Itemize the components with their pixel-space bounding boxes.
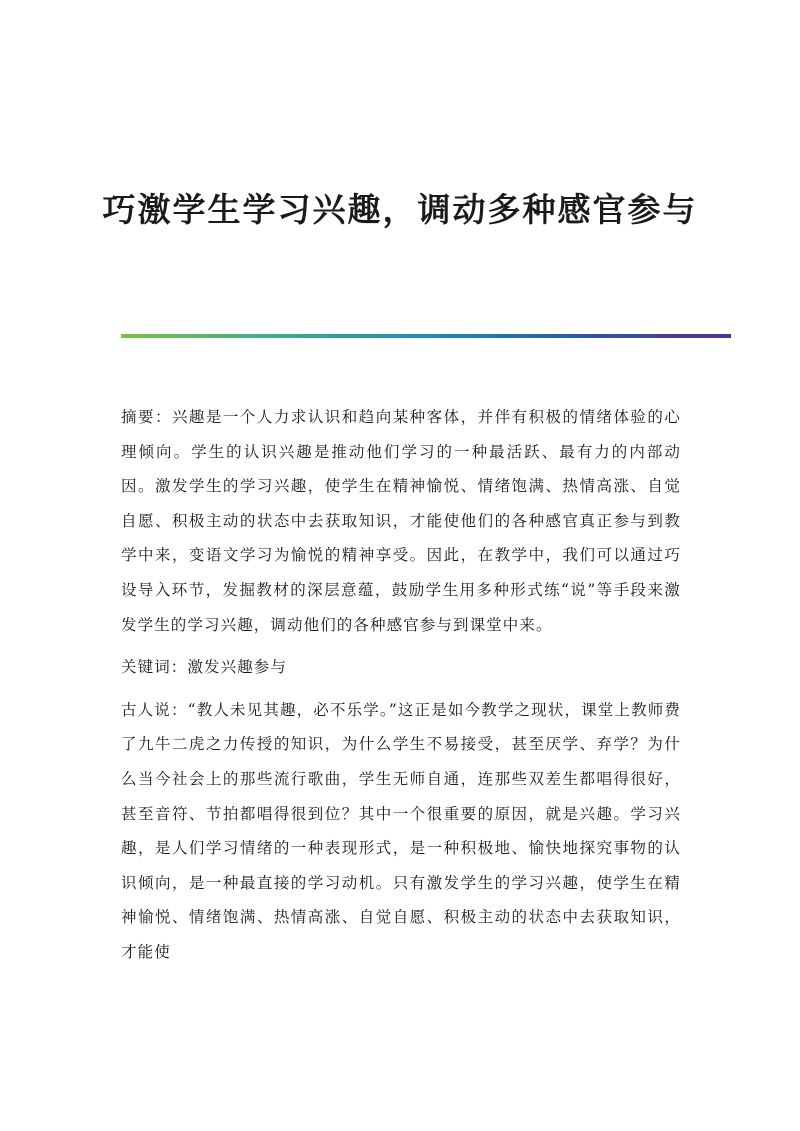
gradient-divider: [121, 334, 731, 338]
keywords-paragraph: 关键词：激发兴趣参与: [121, 658, 288, 677]
abstract-paragraph: 摘要：兴趣是一个人力求认识和趋向某种客体，并伴有积极的情绪体验的心理倾向。学生的认识兴趣是推动他们学习的一种最活跃、最有力的内部动因。激发学生的学习兴趣，使学生在精神愉悦、情绪饱满、热情高涨、自觉自愿、积极主动的状态中去获取知识，才能使他们的各种感官真正参与到教学中来，变语文学习为愉悦的精神享受。因此，在教学中，我们可以通过巧设导入环节，发掘教材的深层意蕴，鼓励学生用多种形式练“说”等手段来激发学生的学习兴趣，调动他们的各种感官参与到课堂中来。: [121, 408, 681, 634]
document-title: 巧激学生学习兴趣，调动多种感官参与: [102, 190, 698, 229]
document-body: [121, 400, 681, 978]
body-paragraph: 古人说：“教人未见其趣，必不乐学。”这正是如今教学之现状，课堂上教师费了九牛二虎之力传授的知识，为什么学生不易接受，甚至厌学、弃学？为什么当今社会上的那些流行歌曲，学生无师自通，连那些双差生都唱得很好，甚至音符、节拍都唱得很到位？其中一个很重要的原因，就是兴趣。学习兴趣，是人们学习情绪的一种表现形式，是一种积极地、愉快地探究事物的认识倾向，是一种最直接的学习动机。只有激发学生的学习兴趣，使学生在精神愉悦、情绪饱满、热情高涨、自觉自愿、积极主动的状态中去获取知识，才能使: [121, 700, 681, 961]
